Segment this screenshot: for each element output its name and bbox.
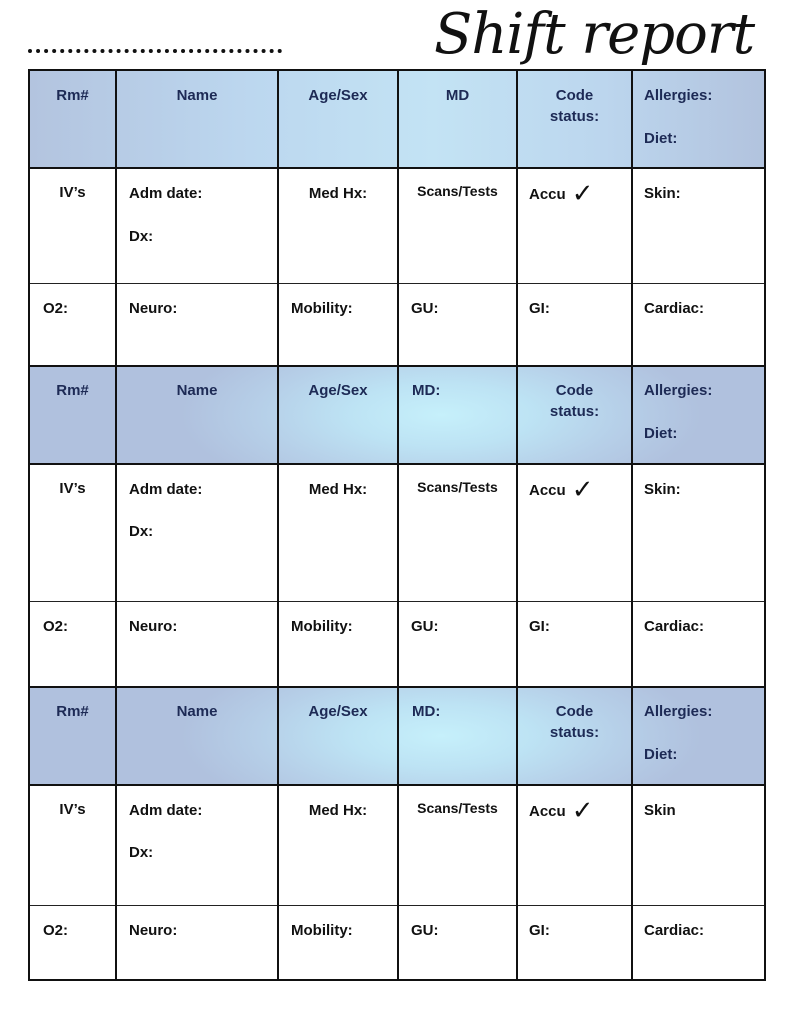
label-gu: GU: <box>411 922 439 939</box>
header-age-sex: Age/Sex <box>308 703 368 720</box>
page-title: Shift report <box>434 2 755 67</box>
header-rm: Rm# <box>56 87 89 104</box>
accu-text: Accu <box>529 803 566 820</box>
label-accu <box>529 178 594 208</box>
column-divider <box>397 71 399 979</box>
header-allergies: Allergies: <box>644 703 713 720</box>
label-mobility: Mobility: <box>291 922 353 939</box>
column-divider <box>277 71 279 979</box>
label-gu: GU: <box>411 300 439 317</box>
column-divider <box>631 71 633 979</box>
shift-report-grid <box>28 69 766 981</box>
label-gu: GU: <box>411 618 439 635</box>
label-neuro: Neuro: <box>129 300 178 317</box>
header-code-status: Code status: <box>549 703 600 741</box>
header-diet: Diet: <box>644 130 678 147</box>
label-o2: O2: <box>43 618 69 635</box>
label-cardiac: Cardiac: <box>644 922 705 939</box>
header-rm: Rm# <box>56 703 89 720</box>
header-name: Name <box>176 87 218 104</box>
label-skin: Skin: <box>644 185 681 202</box>
name-blank-line <box>28 49 282 53</box>
label-accu <box>529 795 594 825</box>
label-mobility: Mobility: <box>291 300 353 317</box>
label-neuro: Neuro: <box>129 618 178 635</box>
label-dx: Dx: <box>129 523 154 540</box>
header-code-status: Code status: <box>549 382 600 420</box>
label-med-hx: Med Hx: <box>308 481 368 498</box>
label-scans-tests: Scans/Tests <box>417 479 498 495</box>
header-name: Name <box>176 703 218 720</box>
label-ivs: IV’s <box>59 480 86 497</box>
header-age-sex: Age/Sex <box>308 382 368 399</box>
header-md: MD: <box>412 382 441 399</box>
checkmark-icon: ✓ <box>571 795 594 825</box>
label-dx: Dx: <box>129 228 154 245</box>
label-adm-date: Adm date: <box>129 802 203 819</box>
label-gi: GI: <box>529 300 550 317</box>
label-cardiac: Cardiac: <box>644 618 705 635</box>
label-gi: GI: <box>529 618 550 635</box>
header-name: Name <box>176 382 218 399</box>
header-diet: Diet: <box>644 746 678 763</box>
label-scans-tests: Scans/Tests <box>417 183 498 199</box>
label-mobility: Mobility: <box>291 618 353 635</box>
label-adm-date: Adm date: <box>129 185 203 202</box>
label-scans-tests: Scans/Tests <box>417 800 498 816</box>
label-med-hx: Med Hx: <box>308 802 368 819</box>
header-md: MD: <box>412 703 441 720</box>
checkmark-icon: ✓ <box>571 178 594 208</box>
label-cardiac: Cardiac: <box>644 300 705 317</box>
label-o2: O2: <box>43 300 69 317</box>
header-code-status: Code status: <box>549 87 600 125</box>
accu-text: Accu <box>529 482 566 499</box>
label-ivs: IV’s <box>59 801 86 818</box>
accu-text: Accu <box>529 186 566 203</box>
label-adm-date: Adm date: <box>129 481 203 498</box>
label-skin: Skin: <box>644 481 681 498</box>
column-divider <box>516 71 518 979</box>
checkmark-icon: ✓ <box>571 474 594 504</box>
label-dx: Dx: <box>129 844 154 861</box>
label-ivs: IV’s <box>59 184 86 201</box>
label-neuro: Neuro: <box>129 922 178 939</box>
header-age-sex: Age/Sex <box>308 87 368 104</box>
header-rm: Rm# <box>56 382 89 399</box>
label-o2: O2: <box>43 922 69 939</box>
header-diet: Diet: <box>644 425 678 442</box>
header-md: MD <box>445 87 470 104</box>
label-accu <box>529 474 594 504</box>
label-med-hx: Med Hx: <box>308 185 368 202</box>
header-allergies: Allergies: <box>644 382 713 399</box>
header-allergies: Allergies: <box>644 87 713 104</box>
column-divider <box>115 71 117 979</box>
label-skin: Skin <box>644 802 676 819</box>
label-gi: GI: <box>529 922 550 939</box>
